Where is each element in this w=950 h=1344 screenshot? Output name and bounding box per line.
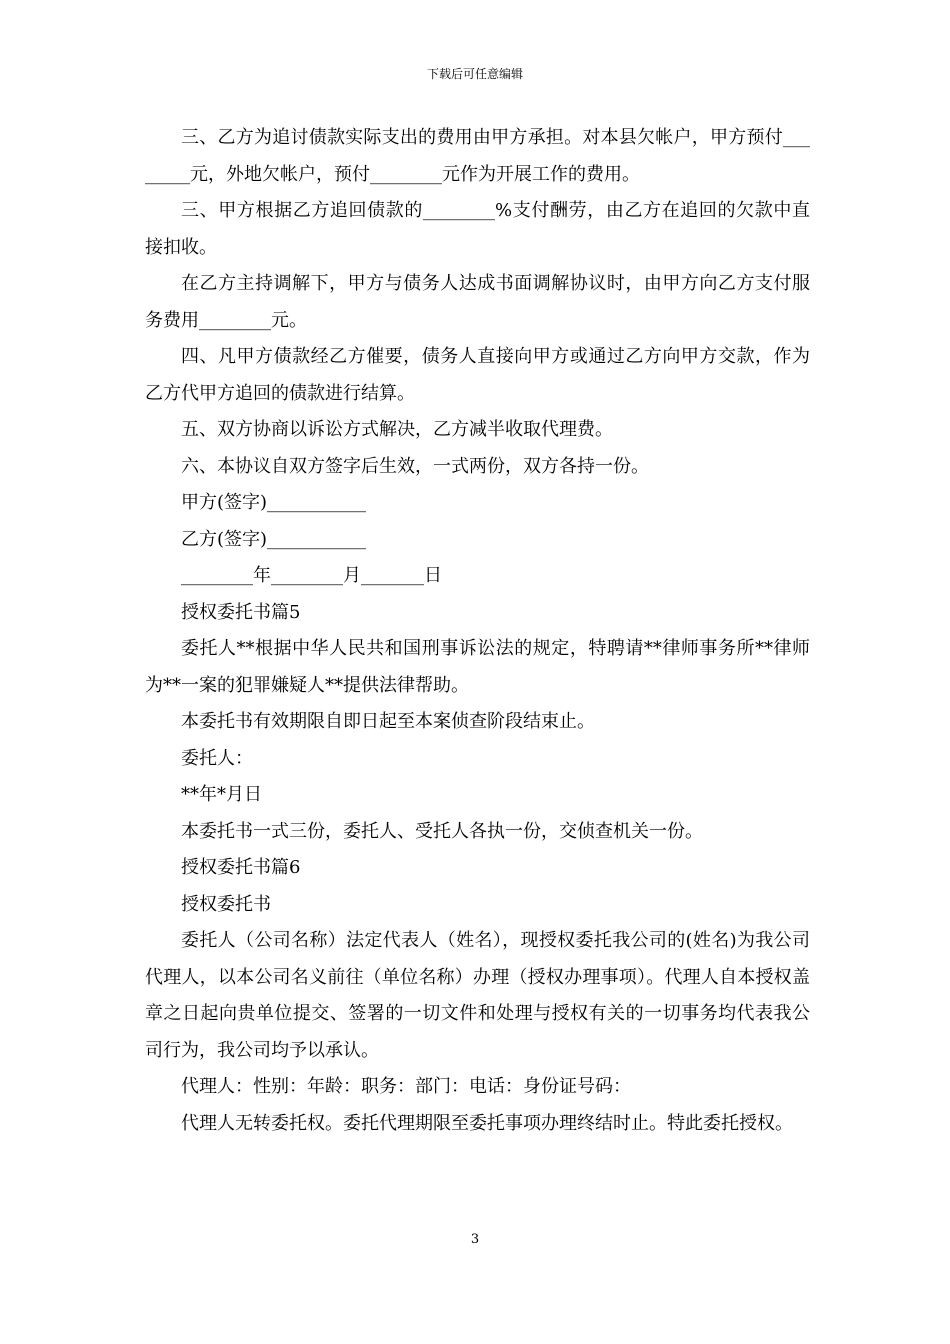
paragraph-entrust-lawyer: 委托人**根据中华人民共和国刑事诉讼法的规定，特聘请**律师事务所**律师为**一案的犯罪嫌疑人**提供法律帮助。 xyxy=(145,638,810,696)
date-placeholder: **年*月日 xyxy=(181,784,262,805)
paragraph-expenses: 三、乙方为追讨债款实际支出的费用由甲方承担。对本县欠帐户，甲方预付________元，外地欠帐户，预付________元作为开展工作的费用。 xyxy=(145,127,810,185)
paragraph-mediation-fee: 在乙方主持调解下，甲方与债务人达成书面调解协议时，由甲方向乙方支付服务费用________元。 xyxy=(145,273,810,331)
page-number: 3 xyxy=(470,1232,480,1247)
paragraph-authorization: 委托人（公司名称）法定代表人（姓名），现授权委托我公司的(姓名)为我公司代理人，以本公司名义前往（单位名称）办理（授权办理事项）。代理人自本授权盖章之日起向贵单位提交、签署的一切文件和处理与授权有关的一切事务均代表我公司行为，我公司均予以承认。 xyxy=(145,930,810,1061)
paragraph-litigation: 五、双方协商以诉讼方式解决，乙方减半收取代理费。 xyxy=(181,419,613,440)
paragraph-validity: 本委托书有效期限自即日起至本案侦查阶段结束止。 xyxy=(181,711,595,732)
agent-info-fields: 代理人：性别：年龄：职务：部门：电话：身份证号码： xyxy=(181,1076,631,1097)
paragraph-effective: 六、本协议自双方签字后生效，一式两份，双方各持一份。 xyxy=(181,455,649,477)
section-heading-6: 授权委托书篇6 xyxy=(181,857,301,878)
paragraph-no-subdelegation: 代理人无转委托权。委托代理期限至委托事项办理终结时止。特此委托授权。 xyxy=(181,1112,793,1134)
paragraph-settlement: 四、凡甲方债款经乙方催要，债务人直接向甲方或通过乙方向甲方交款，作为乙方代甲方追回的债款进行结算。 xyxy=(145,346,810,404)
label-principal: 委托人： xyxy=(181,747,253,769)
signature-date: ________年________月_______日 xyxy=(181,565,442,586)
signature-party-a: 甲方(签字)___________ xyxy=(181,492,367,513)
signature-party-b: 乙方(签字)___________ xyxy=(181,528,367,550)
paragraph-commission: 三、甲方根据乙方追回债款的________%支付酬劳，由乙方在追回的欠款中直接扣收。 xyxy=(145,200,810,258)
document-title: 授权委托书 xyxy=(181,893,271,915)
page-header: 下载后可任意编辑 xyxy=(426,67,523,81)
paragraph-copies: 本委托书一式三份，委托人、受托人各执一份，交侦查机关一份。 xyxy=(181,820,703,842)
document-body xyxy=(145,120,810,1142)
section-heading-5: 授权委托书篇5 xyxy=(181,601,301,623)
